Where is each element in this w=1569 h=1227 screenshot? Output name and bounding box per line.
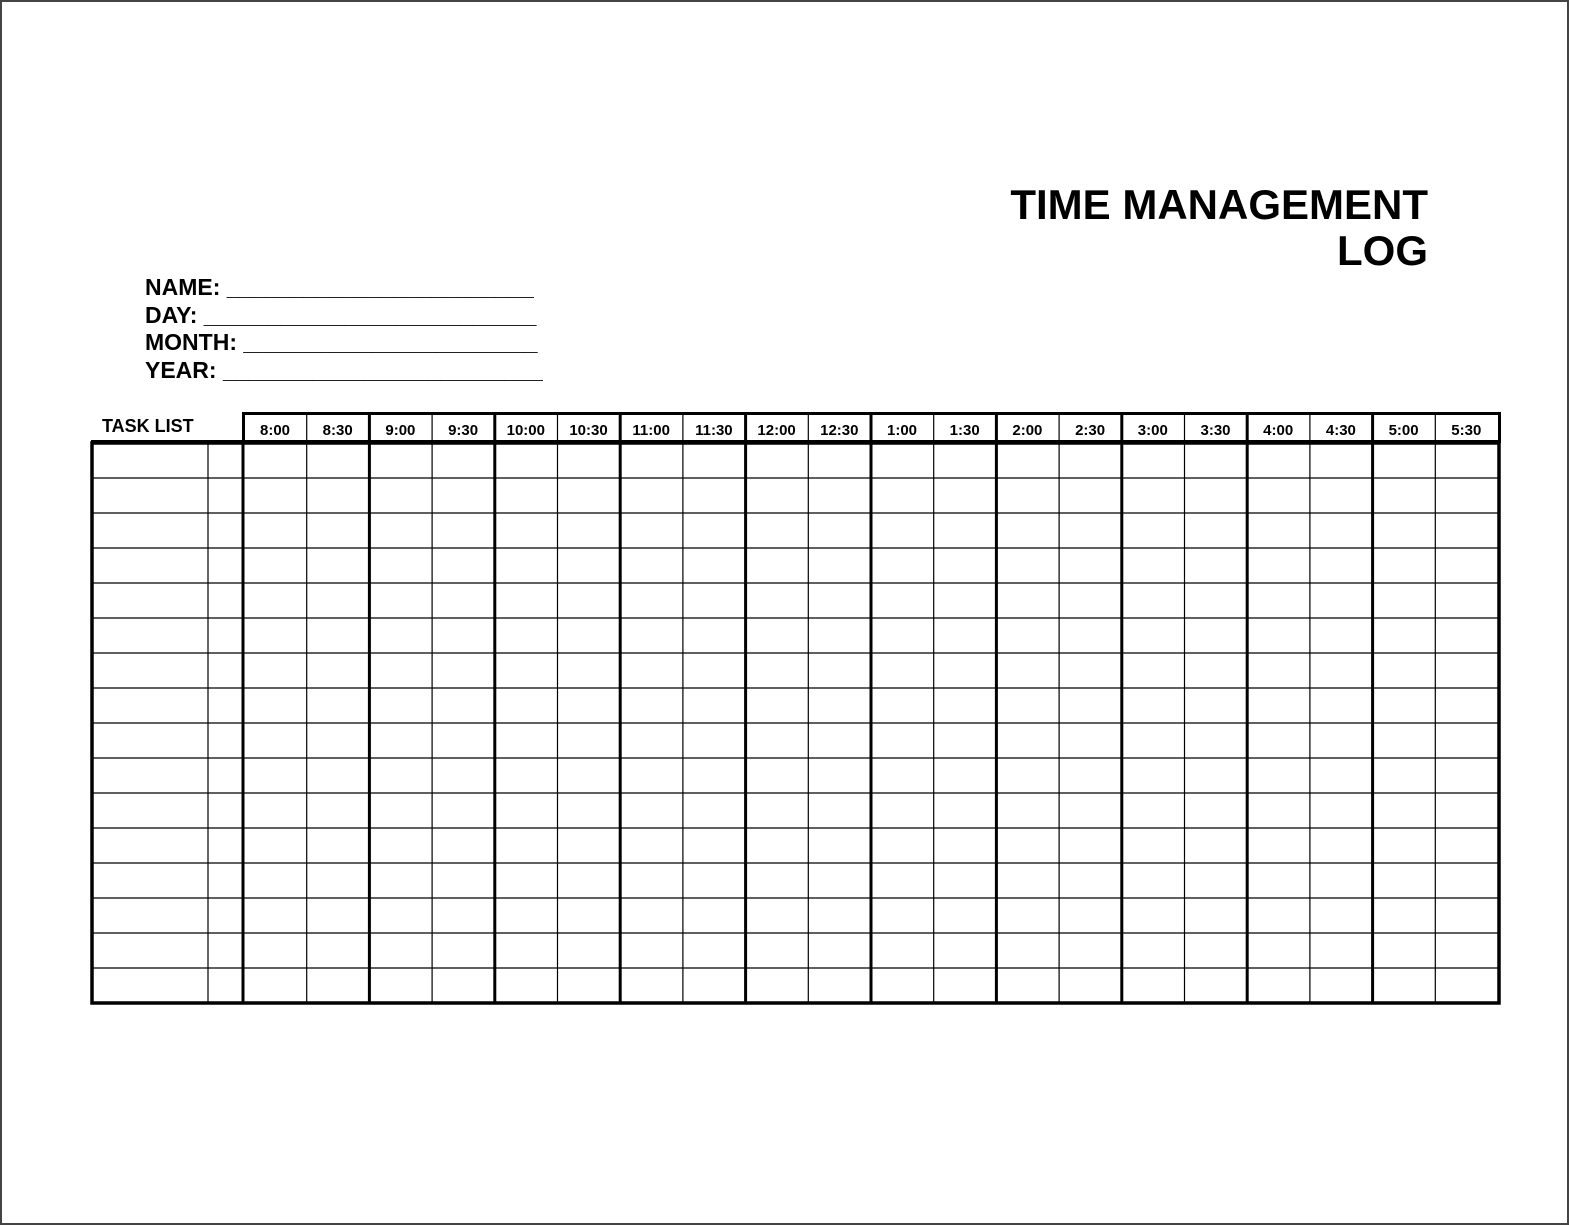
time-label-11-00: 11:00 <box>632 422 670 439</box>
time-label-8-30: 8:30 <box>322 422 353 439</box>
time-label-11-30: 11:30 <box>695 422 733 439</box>
time-label-3-30: 3:30 <box>1200 422 1231 439</box>
title-line-2: LOG <box>1337 227 1428 274</box>
month-field[interactable]: MONTH: _______________________ <box>145 329 538 355</box>
time-log-grid <box>2 2 1569 1227</box>
year-field[interactable]: YEAR: _________________________ <box>145 356 543 383</box>
time-label-2-00: 2:00 <box>1012 422 1043 439</box>
time-label-2-30: 2:30 <box>1075 422 1106 439</box>
time-label-4-30: 4:30 <box>1325 422 1356 439</box>
time-label-3-00: 3:00 <box>1137 422 1168 439</box>
time-label-10-00: 10:00 <box>506 422 545 439</box>
time-label-1-00: 1:00 <box>886 422 918 439</box>
task-list-label: TASK LIST <box>102 416 194 436</box>
time-label-12-30: 12:30 <box>820 422 859 439</box>
time-label-4-00: 4:00 <box>1263 422 1294 439</box>
time-label-5-30: 5:30 <box>1451 422 1482 439</box>
time-label-8-00: 8:00 <box>259 422 291 439</box>
time-label-10-30: 10:30 <box>569 422 608 439</box>
day-field[interactable]: DAY: __________________________ <box>145 301 537 328</box>
title-line-1: TIME MANAGEMENT <box>1010 181 1428 228</box>
time-label-5-00: 5:00 <box>1388 422 1419 439</box>
time-label-12-00: 12:00 <box>757 422 796 439</box>
time-label-1-30: 1:30 <box>949 422 980 439</box>
name-field[interactable]: NAME: ________________________ <box>145 274 534 300</box>
time-label-9-00: 9:00 <box>385 422 416 439</box>
time-label-9-30: 9:30 <box>448 422 479 439</box>
